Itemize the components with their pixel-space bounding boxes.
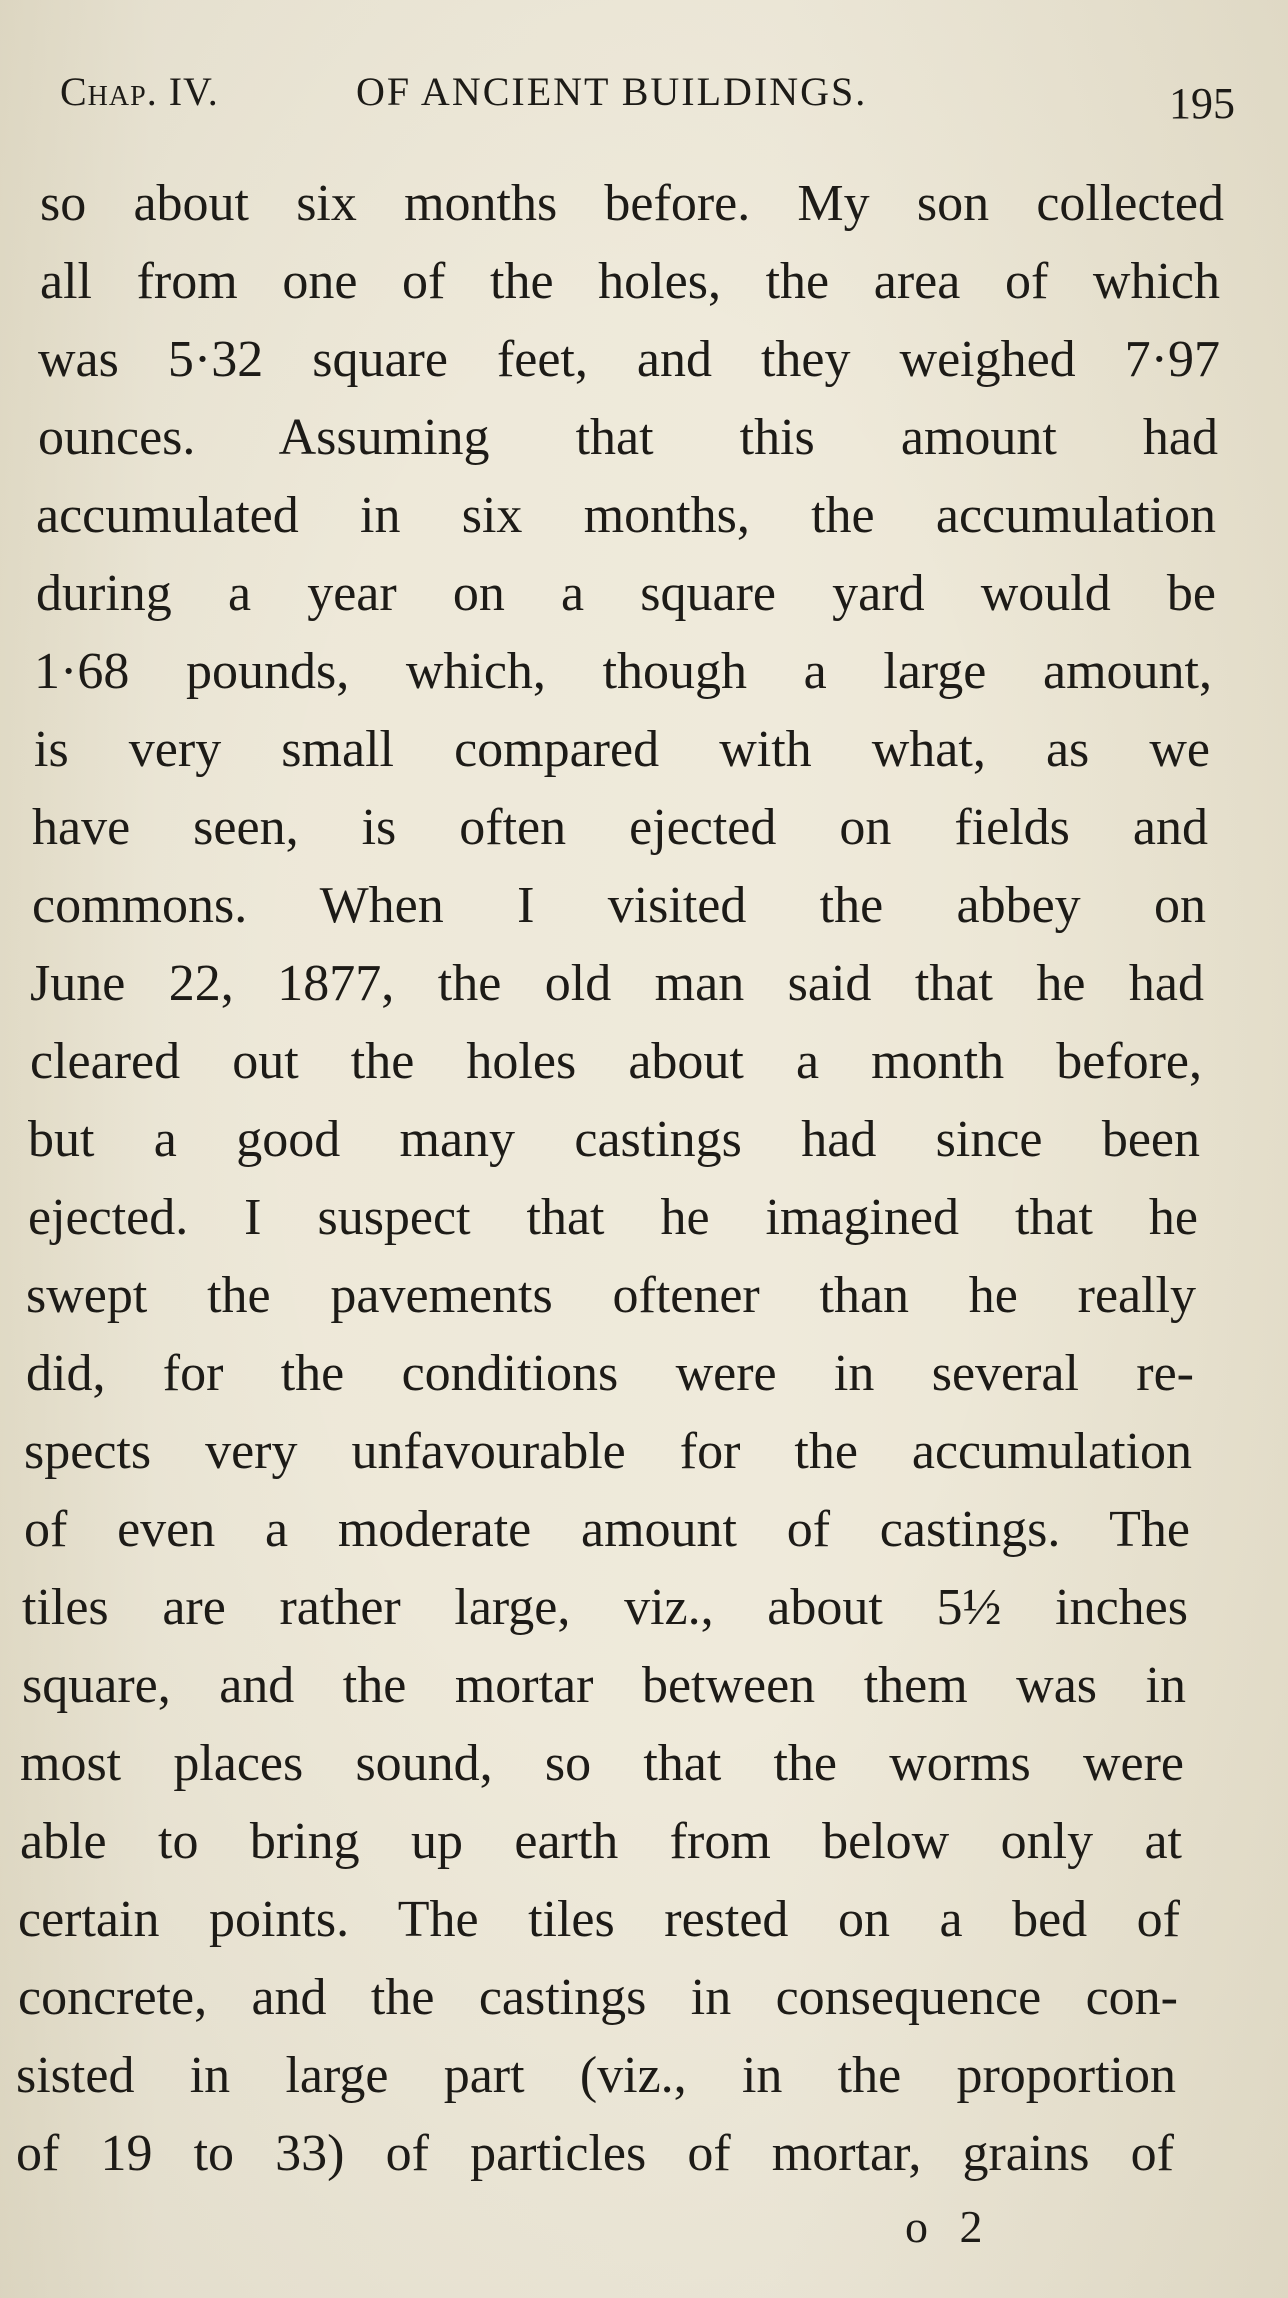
text-line: tiles are rather large, viz., about 5½ inches [22, 1579, 1188, 1636]
text-line: was 5·32 square feet, and they weighed 7·97 [38, 331, 1220, 388]
text-line: is very small compared with what, as we [34, 721, 1210, 778]
text-line: ejected. I suspect that he imagined that he [28, 1189, 1198, 1246]
text-line: so about six months before. My son collected [40, 175, 1224, 232]
text-line: square, and the mortar between them was in [22, 1657, 1186, 1714]
text-line: sisted in large part (viz., in the proportion [16, 2047, 1176, 2104]
text-line: all from one of the holes, the area of which [40, 253, 1220, 310]
page-number: 195 [1169, 79, 1235, 128]
text-line: of even a moderate amount of castings. The [24, 1501, 1190, 1558]
text-line: most places sound, so that the worms were [20, 1735, 1184, 1792]
text-line: 1·68 pounds, which, though a large amount, [34, 643, 1212, 700]
text-line: commons. When I visited the abbey on [32, 877, 1206, 934]
running-title: OF ANCIENT BUILDINGS. [356, 69, 868, 114]
text-line: of 19 to 33) of particles of mortar, grains of [16, 2125, 1174, 2182]
chapter-label: Chap. IV. [60, 69, 219, 114]
text-line: cleared out the holes about a month before, [30, 1033, 1202, 1090]
text-line: accumulated in six months, the accumulation [36, 487, 1216, 544]
text-line: have seen, is often ejected on fields and [32, 799, 1208, 856]
text-line: did, for the conditions were in several re- [26, 1345, 1194, 1402]
text-line: ounces. Assuming that this amount had [38, 409, 1218, 466]
signature-mark: o 2 [905, 2201, 993, 2252]
text-line: June 22, 1877, the old man said that he had [30, 955, 1204, 1012]
text-line: during a year on a square yard would be [36, 565, 1216, 622]
text-line: able to bring up earth from below only at [20, 1813, 1182, 1870]
text-line: but a good many castings had since been [28, 1111, 1200, 1168]
text-line: swept the pavements oftener than he really [26, 1267, 1196, 1324]
text-line: spects very unfavourable for the accumulation [24, 1423, 1192, 1480]
text-line: concrete, and the castings in consequence con- [18, 1969, 1178, 2026]
text-line: certain points. The tiles rested on a bed of [18, 1891, 1180, 1948]
running-header [60, 68, 1235, 128]
